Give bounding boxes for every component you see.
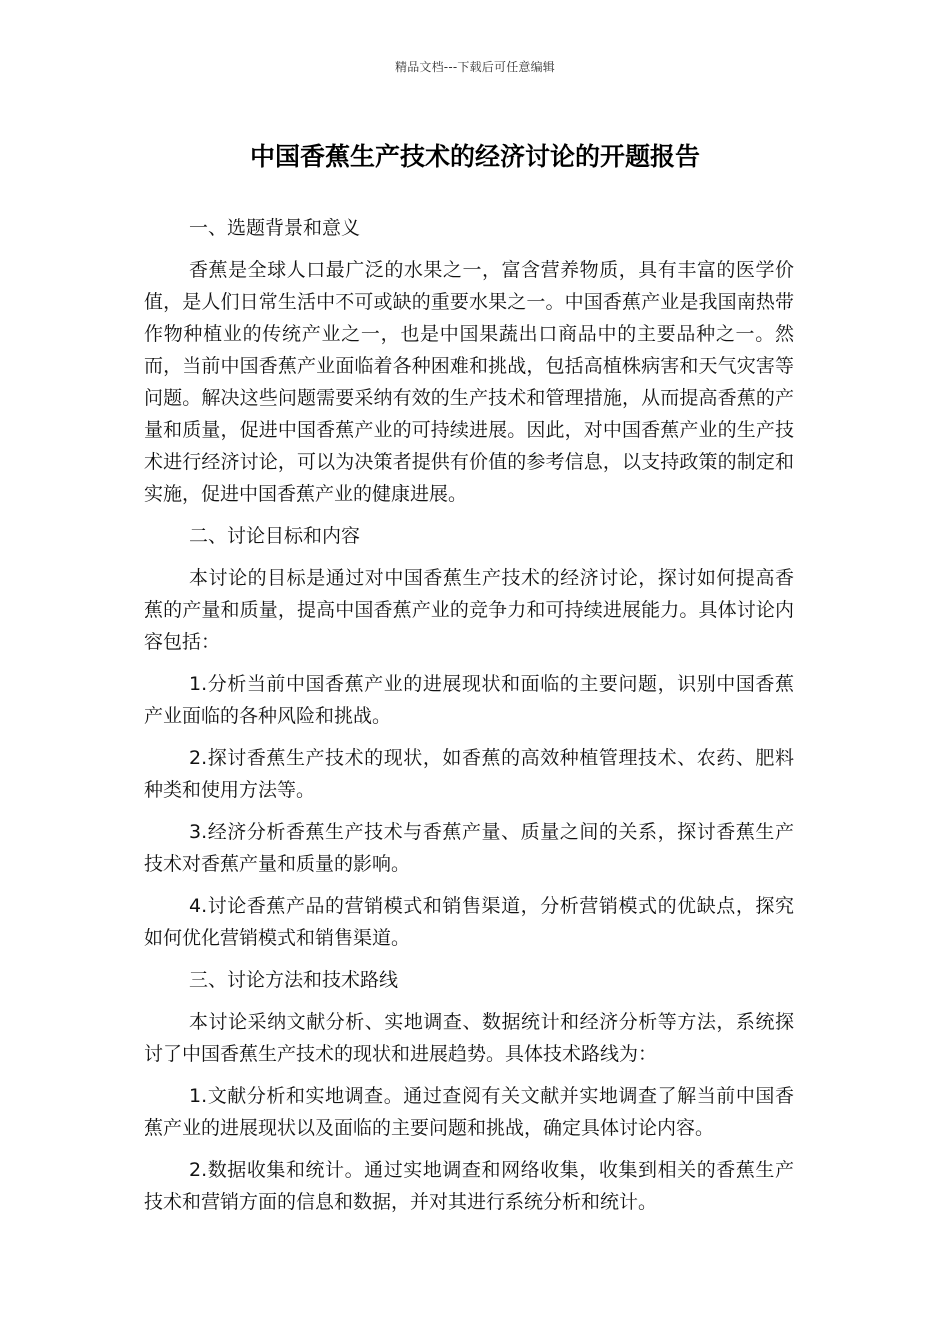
- header-note: 精品文档---下载后可任意编辑: [395, 60, 555, 74]
- document-body: [144, 212, 794, 1228]
- list-item-content-3: 3.经济分析香蕉生产技术与香蕉产量、质量之间的关系，探讨香蕉生产技术对香蕉产量和质量的影响。: [144, 821, 794, 875]
- list-item-content-2: 2.探讨香蕉生产技术的现状，如香蕉的高效种植管理技术、农药、肥料种类和使用方法等。: [144, 747, 794, 801]
- section-heading-methods: 三、讨论方法和技术路线: [189, 969, 399, 991]
- list-item-method-1: 1.文献分析和实地调查。通过查阅有关文献并实地调查了解当前中国香蕉产业的进展现状以及面临的主要问题和挑战，确定具体讨论内容。: [144, 1085, 794, 1139]
- section-heading-objectives: 二、讨论目标和内容: [189, 525, 361, 547]
- list-item-content-4: 4.讨论香蕉产品的营销模式和销售渠道，分析营销模式的优缺点，探究如何优化营销模式和销售渠道。: [144, 895, 794, 949]
- section-heading-background: 一、选题背景和意义: [189, 217, 361, 239]
- paragraph-methods: 本讨论采纳文献分析、实地调查、数据统计和经济分析等方法，系统探讨了中国香蕉生产技术的现状和进展趋势。具体技术路线为：: [144, 1011, 794, 1065]
- document-title: 中国香蕉生产技术的经济讨论的开题报告: [249, 142, 700, 171]
- list-item-content-1: 1.分析当前中国香蕉产业的进展现状和面临的主要问题，识别中国香蕉产业面临的各种风险和挑战。: [144, 673, 794, 727]
- paragraph-objectives: 本讨论的目标是通过对中国香蕉生产技术的经济讨论，探讨如何提高香蕉的产量和质量，提高中国香蕉产业的竞争力和可持续进展能力。具体讨论内容包括：: [144, 567, 794, 653]
- paragraph-background: 香蕉是全球人口最广泛的水果之一，富含营养物质，具有丰富的医学价值，是人们日常生活中不可或缺的重要水果之一。中国香蕉产业是我国南热带作物种植业的传统产业之一，也是中国果蔬出口商品中的主要品种之一。然而，当前中国香蕉产业面临着各种困难和挑战，包括高植株病害和天气灾害等问题。解决这些问题需要采纳有效的生产技术和管理措施，从而提高香蕉的产量和质量，促进中国香蕉产业的可持续进展。因此，对中国香蕉产业的生产技术进行经济讨论，可以为决策者提供有价值的参考信息，以支持政策的制定和实施，促进中国香蕉产业的健康进展。: [144, 259, 794, 505]
- list-item-method-2: 2.数据收集和统计。通过实地调查和网络收集，收集到相关的香蕉生产技术和营销方面的信息和数据，并对其进行系统分析和统计。: [144, 1159, 794, 1213]
